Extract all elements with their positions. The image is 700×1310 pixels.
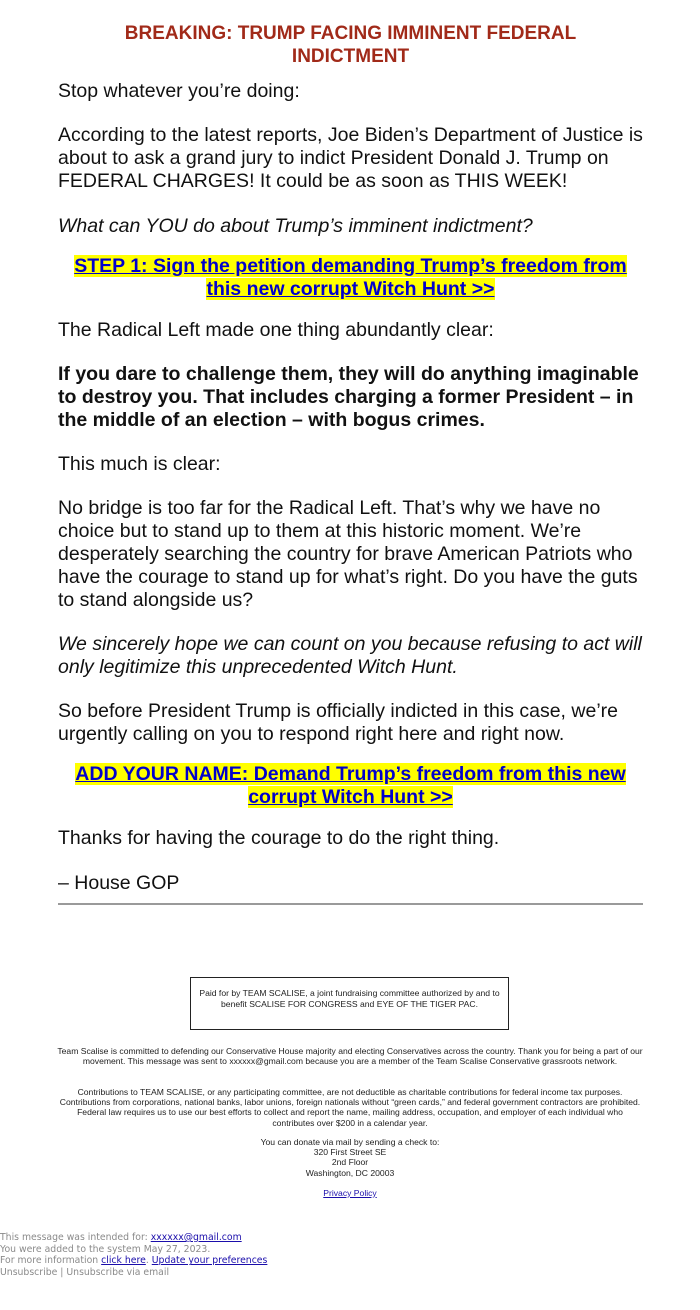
email-footer xyxy=(0,1232,267,1279)
intro-paragraph: Stop whatever you’re doing: xyxy=(58,80,300,102)
email-body xyxy=(58,0,643,905)
urgent-paragraph: So before President Trump is officially indicted in this case, we’re urgently calling on you to respond right here and right now. xyxy=(58,700,618,745)
thanks-paragraph: Thanks for having the courage to do the right thing. xyxy=(58,827,500,849)
mail-intro: You can donate via mail by sending a check to: xyxy=(260,1137,440,1147)
cta-petition xyxy=(58,255,643,301)
more-info-label: For more information xyxy=(0,1255,102,1267)
unsubscribe-link[interactable]: Unsubscribe xyxy=(0,1267,58,1279)
mailing-address xyxy=(55,1137,645,1198)
added-date-line: You were added to the system May 27, 2023. xyxy=(0,1243,211,1255)
clear-paragraph: This much is clear: xyxy=(58,453,221,475)
more-info-line xyxy=(0,1255,267,1267)
reports-paragraph: According to the latest reports, Joe Biden’s Department of Justice is about to ask a grand jury to indict President Donald J. Trump on FEDERAL CHARGES! It could be as soon as THIS WEEK! xyxy=(58,124,643,192)
question-paragraph: What can YOU do about Trump’s imminent indictment? xyxy=(58,215,533,237)
pipe-separator: | xyxy=(57,1267,67,1279)
separator: . xyxy=(145,1255,152,1267)
mission-statement: Team Scalise is committed to defending our Conservative House majority and electing Conservatives across the country. Thank you for being a part of our movement. This message was sent to xxxxxx@gmail.com because you are a member of the Team Scalise Conservative grassroots network. xyxy=(57,1046,643,1067)
click-here-link[interactable]: click here xyxy=(101,1255,146,1267)
address-line-3: Washington, DC 20003 xyxy=(305,1167,395,1178)
recipient-email-link[interactable]: xxxxxx@gmail.com xyxy=(150,1232,242,1243)
radical-left-paragraph: The Radical Left made one thing abundantly clear: xyxy=(58,319,494,341)
bridge-paragraph: No bridge is too far for the Radical Left. That’s why we have no choice but to stand up to them at this historic moment. We’re desperately searching the country for brave American Patriots who have the courage to stand up for what’s right. Do you have the guts to stand alongside us? xyxy=(58,497,638,611)
contributions-disclaimer: Contributions to TEAM SCALISE, or any participating committee, are not deductible as charitable contributions for federal income tax purposes. Contributions from corporations, national banks, labor unions, foreign nationals without “green cards,” and federal government contractors are prohibited. Federal law requires us to use our best efforts to collect and report the name, mailing address, occupation, and employer of each individual who contributes over $200 in a calendar year. xyxy=(59,1087,641,1128)
signature: – House GOP xyxy=(58,872,180,894)
warning-paragraph: If you dare to challenge them, they will do anything imaginable to destroy you. That includes charging a former President – in the middle of an election – with bogus crimes. xyxy=(58,363,639,431)
cta-add-name xyxy=(58,763,643,809)
sign-petition-link[interactable]: STEP 1: Sign the petition demanding Trump’s freedom from this new corrupt Witch Hunt >> xyxy=(74,255,627,300)
privacy-policy-link[interactable]: Privacy Policy xyxy=(323,1187,377,1198)
unsubscribe-line xyxy=(0,1267,267,1279)
add-your-name-link[interactable]: ADD YOUR NAME: Demand Trump’s freedom from this new corrupt Witch Hunt >> xyxy=(75,763,626,808)
paid-for-disclaimer: Paid for by TEAM SCALISE, a joint fundraising committee authorized by and to benefit SCALISE FOR CONGRESS and EYE OF THE TIGER PAC. xyxy=(190,977,509,1030)
unsubscribe-email-link[interactable]: Unsubscribe via email xyxy=(66,1267,170,1279)
update-preferences-link[interactable]: Update your preferences xyxy=(151,1255,268,1267)
intended-for-line xyxy=(0,1232,267,1244)
hope-paragraph: We sincerely hope we can count on you because refusing to act will only legitimize this unprecedented Witch Hunt. xyxy=(58,633,642,678)
headline: BREAKING: TRUMP FACING IMMINENT FEDERAL INDICTMENT xyxy=(124,23,577,67)
address-line-1: 320 First Street SE xyxy=(313,1147,387,1158)
divider xyxy=(58,903,643,905)
intended-for-label: This message was intended for: xyxy=(0,1232,151,1243)
address-line-2: 2nd Floor xyxy=(331,1157,369,1168)
